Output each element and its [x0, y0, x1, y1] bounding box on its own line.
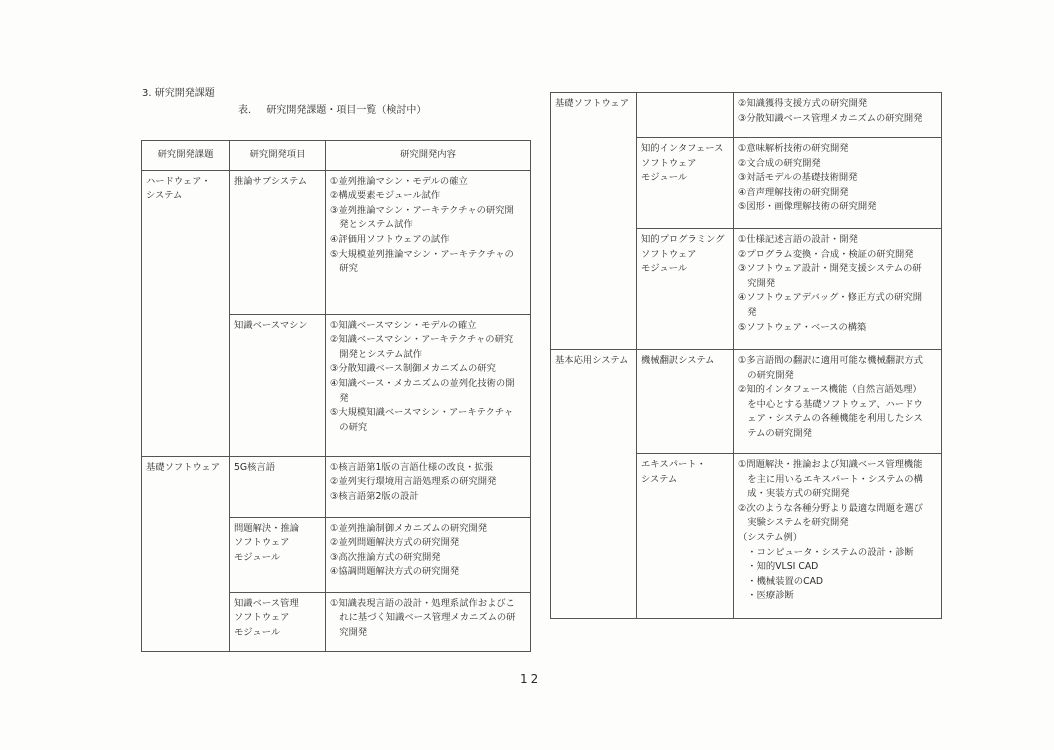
content-line: ・医療診断: [738, 590, 794, 602]
caption-text: 研究開発課題・項目一覧（検討中）: [266, 105, 427, 116]
content-line: ②プログラム変換・合成・検証の研究開発: [738, 248, 914, 260]
content-line: ②次のような各種分野より最適な問題を選び 実験システムを研究開発: [738, 502, 923, 529]
content-cell: [734, 138, 942, 229]
content-line: ①問題解決・推論および知識ベース管理機能 を主に用いるエキスパート・システムの構 成・実装方式の研究開発: [738, 459, 923, 500]
content-line: ・知的VLSI CAD: [738, 561, 819, 573]
content-line: ・コンピュータ・システムの設計・診断: [738, 546, 914, 558]
table-row: [551, 350, 942, 454]
header-item: 研究開発項目: [230, 141, 326, 171]
table-caption: [238, 101, 426, 116]
content-line: ④協調問題解決方式の研究開発: [330, 566, 460, 578]
header-topic: 研究開発課題: [142, 141, 230, 171]
content-line: ①意味解析技術の研究開発: [738, 143, 849, 154]
content-cell: [326, 170, 531, 314]
section-title: 3. 研究開発課題: [142, 88, 215, 99]
content-cell: [734, 93, 942, 138]
content-line: ①並列推論制御メカニズムの研究開発: [330, 522, 488, 534]
content-line: ③分散知識ベース管理メカニズムの研究開発: [738, 112, 923, 124]
content-line: ②知識獲得支援方式の研究開発: [738, 98, 868, 109]
content-cell: [734, 350, 942, 454]
content-line: ②知的インタフェース機能（自然言語処理） を中心とする基礎ソフトウェア、ハードウ ェア・システムの各種機能を利用したシス テムの研究開発: [738, 384, 923, 439]
item-cell: 5G核言語: [230, 456, 326, 517]
page-number: 12: [520, 672, 542, 686]
content-line: ④音声理解技術の研究開発: [738, 186, 849, 198]
item-cell: [637, 93, 734, 138]
content-line: ③ソフトウェア設計・開発支援システムの研 究開発: [738, 263, 922, 289]
table-row: [142, 456, 531, 517]
content-line: （システム例）: [738, 531, 803, 543]
table-row: [551, 93, 942, 138]
content-line: ④評価用ソフトウェアの試作: [330, 233, 450, 245]
content-line: ⑤大規模並列推論マシン・アーキテクチャの 研究: [330, 248, 514, 275]
item-cell: 知識ベース管理 ソフトウェア モジュール: [230, 592, 326, 651]
item-cell: 推論サブシステム: [230, 170, 326, 314]
content-cell: [734, 229, 942, 350]
content-line: ③並列推論マシン・アーキテクチャの研究開 発とシステム試作: [330, 204, 514, 231]
content-line: ⑤ソフトウェア・ベースの構築: [738, 321, 867, 333]
content-line: ①核言語第1版の言語仕様の改良・拡張: [330, 461, 493, 473]
content-cell: [734, 454, 942, 619]
item-cell: 知的プログラミング ソフトウェア モジュール: [637, 229, 734, 350]
header-content: 研究開発内容: [326, 141, 531, 171]
content-line: ④ソフトウェアデバッグ・修正方式の研究開 発: [738, 292, 923, 318]
topic-cell: 基礎ソフトウェア: [551, 93, 637, 350]
item-cell: エキスパート・ システム: [637, 454, 734, 619]
caption-prefix: 表.: [238, 105, 252, 116]
content-line: ③対話モデルの基礎技術開発: [738, 172, 858, 184]
content-line: ②文合成の研究開発: [738, 157, 821, 169]
topic-cell: 基本応用システム: [551, 350, 637, 619]
left-research-table: [141, 140, 531, 652]
content-line: ⑤図形・画像理解技術の研究開発: [738, 201, 877, 213]
item-cell: 問題解決・推論 ソフトウェア モジュール: [230, 517, 326, 592]
content-cell: [326, 456, 531, 517]
content-line: ①知識ベースマシン・モデルの確立: [330, 319, 477, 331]
topic-cell: ハードウェア・ システム: [142, 170, 230, 456]
item-cell: 機械翻訳システム: [637, 350, 734, 454]
content-cell: [326, 517, 531, 592]
content-line: ・機械装置のCAD: [738, 575, 824, 587]
topic-cell: 基礎ソフトウェア: [142, 456, 230, 651]
content-line: ③分散知識ベース制御メカニズムの研究: [330, 363, 496, 375]
content-cell: [326, 314, 531, 456]
content-line: ④知識ベース・メカニズムの並列化技術の開 発: [330, 377, 515, 404]
content-line: ③核言語第2版の設計: [330, 490, 419, 502]
content-line: ②並列実行環境用言語処理系の研究開発: [330, 476, 497, 488]
content-line: ①多言語間の翻訳に適用可能な機械翻訳方式 の研究開発: [738, 355, 923, 381]
content-cell: [326, 592, 531, 651]
content-line: ③高次推論方式の研究開発: [330, 551, 441, 563]
right-research-table: [550, 92, 942, 619]
content-line: ②知識ベースマシン・アーキテクチャの研究 開発とシステム試作: [330, 334, 514, 360]
content-line: ①仕様記述言語の設計・開発: [738, 234, 858, 245]
content-line: ①並列推論マシン・モデルの確立: [330, 175, 468, 187]
content-line: ②並列問題解決方式の研究開発: [330, 537, 460, 549]
content-line: ⑤大規模知識ベースマシン・アーキテクチャ の研究: [330, 407, 514, 433]
content-line: ②構成要素モジュール試作: [330, 190, 441, 202]
item-cell: 知識ベースマシン: [230, 314, 326, 456]
content-line: ①知識表現言語の設計・処理系試作およびこ れに基づく知識ベース管理メカニズムの研 究開発: [330, 597, 516, 638]
table-row: [142, 170, 531, 314]
table-header-row: [142, 141, 531, 171]
item-cell: 知的インタフェース ソフトウェア モジュール: [637, 138, 734, 229]
